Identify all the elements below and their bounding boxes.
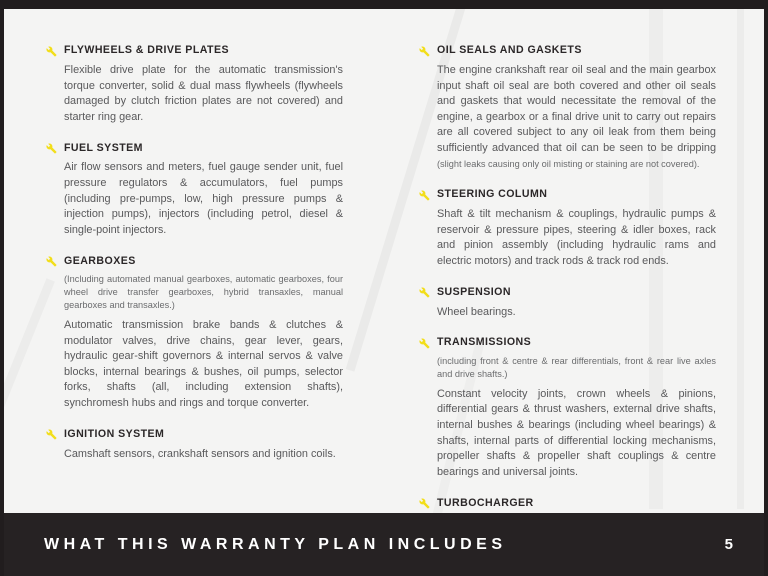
section-title: IGNITION SYSTEM: [64, 427, 165, 440]
wrench-icon: [419, 45, 430, 57]
section-body: [437, 207, 716, 269]
section-title: OIL SEALS AND GASKETS: [437, 44, 582, 57]
section: [46, 142, 343, 238]
wrench-icon: [419, 497, 430, 509]
section-title: SUSPENSION: [437, 285, 511, 298]
section: [46, 429, 343, 463]
section-note: (including front & centre & rear differentials, front & rear live axles and drive shafts.): [437, 356, 716, 379]
section-header: [419, 287, 716, 299]
section-body: [64, 447, 343, 463]
section: [46, 255, 343, 411]
section-body-text: Camshaft sensors, crankshaft sensors and ignition coils.: [64, 447, 336, 460]
section-header: [46, 45, 343, 57]
section-title: FUEL SYSTEM: [64, 141, 143, 154]
section-body: [64, 160, 343, 238]
section: [419, 287, 716, 321]
left-column: [46, 45, 343, 548]
section-title: TRANSMISSIONS: [437, 336, 532, 349]
wrench-icon: [46, 255, 57, 267]
section-header: [46, 429, 343, 441]
section-body: [437, 63, 716, 172]
wrench-icon: [419, 189, 430, 201]
section-header: [419, 189, 716, 201]
section-title: TURBOCHARGER: [437, 496, 534, 509]
right-column: [419, 45, 716, 548]
section-body-text: Air flow sensors and meters, fuel gauge sender unit, fuel pressure regulators & accumulators, fuel pumps (including pre-pumps, low, high pressure pumps & injection pumps), injectors (including petrol, diesel & single-point injectors.: [64, 161, 343, 236]
section-note: (Including automated manual gearboxes, automatic gearboxes, four wheel drive transfer gearboxes, hybrid transaxles, manual gearboxes and transaxles.): [64, 274, 343, 311]
wrench-icon: [419, 337, 430, 349]
footer-bar: [0, 513, 768, 576]
section: [419, 45, 716, 172]
section-body-text: Wheel bearings.: [437, 305, 516, 318]
footer-title: WHAT THIS WARRANTY PLAN INCLUDES: [44, 535, 507, 553]
section-title: STEERING COLUMN: [437, 188, 548, 201]
section-body: [64, 318, 343, 412]
wrench-icon: [46, 142, 57, 154]
section-body-text: Flexible drive plate for the automatic transmission's torque converter, solid & dual mass flywheels (flywheels damaged by clutch friction plates are not covered) and starter ring gear.: [64, 64, 343, 123]
section: [419, 189, 716, 269]
section-header: [419, 45, 716, 57]
wrench-icon: [46, 45, 57, 57]
page-content: [4, 9, 764, 548]
section-fineprint: (slight leaks causing only oil misting or staining are not covered).: [437, 158, 700, 169]
section-body: [437, 387, 716, 481]
section-header: [419, 337, 716, 349]
section-body-text: Shaft & tilt mechanism & couplings, hydraulic pumps & reservoir & pressure pipes, steering & idler boxes, rack and pinion assembly (including hydraulic rams and electric motors) and track rods & track rod ends.: [437, 208, 716, 267]
section-header: [46, 142, 343, 154]
section-title: GEARBOXES: [64, 254, 136, 267]
section: [46, 45, 343, 125]
section: [419, 337, 716, 480]
section-body: [64, 63, 343, 125]
section-title: FLYWHEELS & DRIVE PLATES: [64, 44, 230, 57]
section-header: [46, 255, 343, 267]
section-body: [437, 305, 716, 321]
section-header: [419, 497, 716, 509]
wrench-icon: [46, 429, 57, 441]
page-number: 5: [724, 536, 734, 553]
section-body-text: Automatic transmission brake bands & clutches & modulator valves, drive chains, gear lever, gears, hydraulic gear-shift governors & internal servos & valve blocks, internal bearings & bushes, oil pumps, selector forks, shafts (all, including extension shafts), synchromesh hubs and rings and torque converter.: [64, 318, 343, 409]
wrench-icon: [419, 287, 430, 299]
section-body-text: Constant velocity joints, crown wheels & pinions, differential gears & thrust washers, external drive shafts, internal bushes & bearings (including wheel bearings) & shafts, internal parts of differential locking mechanisms, propeller shafts & propeller shaft couplings & centre bearings and universal joints.: [437, 387, 716, 478]
section-body-text: The engine crankshaft rear oil seal and the main gearbox input shaft oil seal are both covered and other oil seals and gaskets that would necessitate the removal of the engine, a gearbox or a final drive unit to carry out repairs are all covered subject to any oil leak from them being sufficiently advanced that oil can be seen to be dripping: [437, 64, 716, 154]
